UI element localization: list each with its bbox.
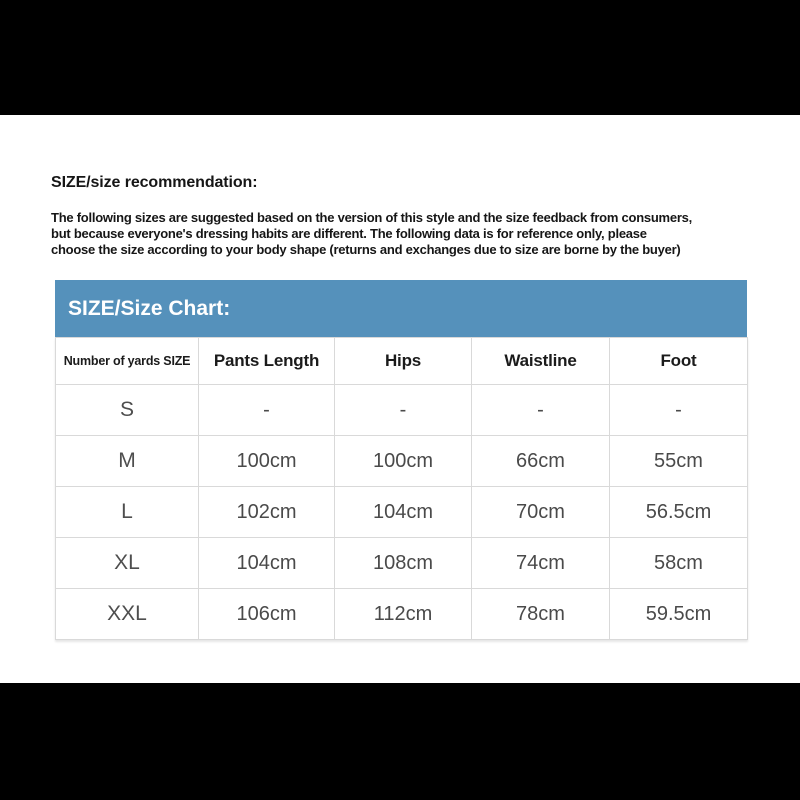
recommendation-paragraph (51, 210, 692, 258)
table-row (56, 436, 748, 487)
cell-pants-length: 102cm (199, 487, 335, 538)
size-chart (55, 280, 747, 640)
size-chart-table (55, 337, 748, 640)
column-header-hips: Hips (335, 338, 472, 385)
cell-hips: 108cm (335, 538, 472, 589)
header-row (56, 338, 748, 385)
column-header-size: Number of yards SIZE (56, 338, 199, 385)
cell-size: S (56, 385, 199, 436)
column-header-pants-length: Pants Length (199, 338, 335, 385)
cell-waistline: 74cm (472, 538, 610, 589)
table-row (56, 589, 748, 640)
cell-foot: - (610, 385, 748, 436)
paragraph-line: The following sizes are suggested based on the version of this style and the size feedback from consumers, (51, 210, 693, 225)
table-row (56, 487, 748, 538)
cell-waistline: - (472, 385, 610, 436)
cell-size: M (56, 436, 199, 487)
column-header-foot: Foot (610, 338, 748, 385)
cell-foot: 56.5cm (610, 487, 748, 538)
cell-foot: 55cm (610, 436, 748, 487)
content-area (0, 115, 800, 683)
table-row (56, 385, 748, 436)
paragraph-line: but because everyone's dressing habits are different. The following data is for reference only, please (51, 226, 647, 241)
letterbox-bottom (0, 683, 800, 800)
cell-foot: 59.5cm (610, 589, 748, 640)
cell-waistline: 70cm (472, 487, 610, 538)
cell-hips: 112cm (335, 589, 472, 640)
cell-size: XXL (56, 589, 199, 640)
cell-waistline: 78cm (472, 589, 610, 640)
cell-hips: 104cm (335, 487, 472, 538)
recommendation-heading: SIZE/size recommendation: (51, 174, 258, 191)
column-header-waistline: Waistline (472, 338, 610, 385)
size-chart-title: SIZE/Size Chart: (55, 280, 747, 337)
cell-pants-length: - (199, 385, 335, 436)
table-row (56, 538, 748, 589)
cell-hips: - (335, 385, 472, 436)
cell-size: XL (56, 538, 199, 589)
paragraph-line: choose the size according to your body shape (returns and exchanges due to size are borne by the buyer) (51, 242, 681, 257)
cell-pants-length: 104cm (199, 538, 335, 589)
cell-pants-length: 106cm (199, 589, 335, 640)
cell-pants-length: 100cm (199, 436, 335, 487)
cell-hips: 100cm (335, 436, 472, 487)
cell-waistline: 66cm (472, 436, 610, 487)
cell-size: L (56, 487, 199, 538)
letterbox-top (0, 0, 800, 115)
cell-foot: 58cm (610, 538, 748, 589)
